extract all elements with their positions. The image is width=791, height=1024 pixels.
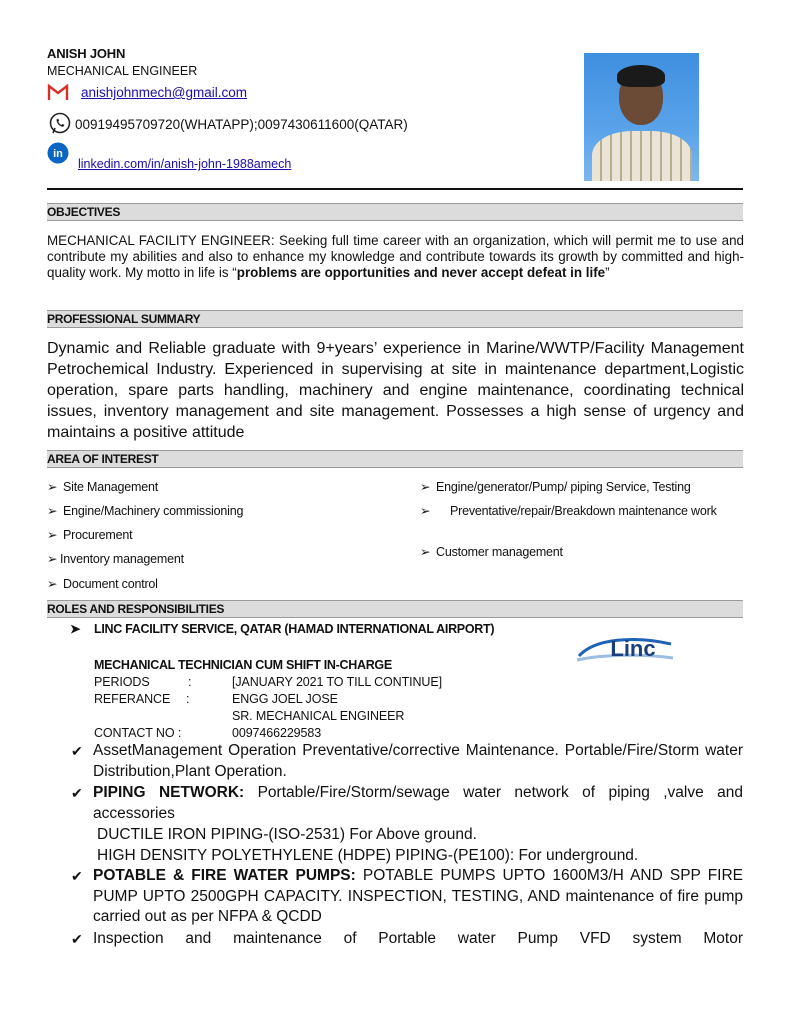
objectives-heading: OBJECTIVES: [47, 203, 743, 221]
reference-label: REFERANCE: [94, 692, 171, 706]
summary-heading: PROFESSIONAL SUMMARY: [47, 310, 743, 328]
periods-value: [JANUARY 2021 TO TILL CONTINUE]: [232, 675, 442, 689]
email-row: [47, 84, 247, 101]
piping-line: HIGH DENSITY POLYETHYLENE (HDPE) PIPING-(PE100): For underground.: [97, 847, 639, 864]
header-divider: [47, 188, 743, 190]
objectives-text: MECHANICAL FACILITY ENGINEER: Seeking full time career with an organization, which will permit me to use and contribute my abilities and also to enhance my knowledge and contribute towards its growth by committed and high-quality work. My motto in life is “problems are opportunities and never accept defeat in life”: [47, 233, 744, 280]
periods-colon: :: [188, 675, 192, 689]
svg-text:in: in: [53, 148, 63, 160]
responsibility-item: ✔ Inspection and maintenance of Portable water Pump VFD system Motor: [93, 929, 743, 950]
email-link[interactable]: anishjohnmech@gmail.com: [81, 85, 248, 100]
phone-text: 00919495709720(WHATAPP);0097430611600(QATAR): [75, 116, 408, 132]
linkedin-row: [47, 143, 291, 171]
linkedin-icon: [47, 142, 69, 164]
check-icon: ✔: [71, 743, 83, 759]
interest-item: ➢ Engine/Machinery commissioning: [47, 504, 244, 518]
candidate-role: MECHANICAL ENGINEER: [47, 64, 198, 78]
svg-text:Linc: Linc: [610, 636, 656, 661]
motto: problems are opportunities and never accept defeat in life: [236, 265, 606, 280]
phone-row: [47, 112, 408, 136]
interest-item: ➢ Engine/generator/Pump/ piping Service, Testing: [420, 480, 691, 494]
profile-photo: [584, 53, 699, 181]
contact-label: CONTACT NO :: [94, 726, 182, 740]
interest-item: ➢ Procurement: [47, 528, 133, 542]
periods-label: PERIODS: [94, 675, 150, 689]
reference-name: ENGG JOEL JOSE: [232, 692, 338, 706]
whatsapp-icon: [47, 112, 73, 136]
position-title: MECHANICAL TECHNICIAN CUM SHIFT IN-CHARGE: [94, 658, 392, 672]
contact-value: 0097466229583: [232, 726, 322, 740]
gmail-icon: [47, 84, 69, 101]
linkedin-link[interactable]: linkedin.com/in/anish-john-1988amech: [78, 157, 292, 171]
responsibility-item: ✔ AssetManagement Operation Preventative/corrective Maintenance. Portable/Fire/Storm water Distribution,Plant Operation.: [71, 742, 743, 780]
responsibility-item: ✔ POTABLE & FIRE WATER PUMPS: POTABLE PUMPS UPTO 1600M3/H AND SPP FIRE PUMP UPTO 2500GPH CAPACITY. INSPECTION, TESTING, AND maintenance of fire pump carried out as per NFPA & QCDD: [71, 867, 743, 925]
interest-item: ➢ Site Management: [47, 480, 158, 494]
summary-text: Dynamic and Reliable graduate with 9+years’ experience in Marine/WWTP/Facility Management Petrochemical Industry. Experienced in supervising at site in maintenance department,Logistic operation, spare parts handling, machinery and engine maintenance, coordinating technical issues, inventory management and site management. Possesses a high sense of urgency and maintains a positive attitude: [47, 340, 744, 441]
check-icon: ✔: [71, 785, 83, 801]
interest-item: ➢ Preventative/repair/Breakdown maintenance work: [420, 504, 717, 518]
piping-line: DUCTILE IRON PIPING-(ISO-2531) For Above ground.: [97, 826, 477, 843]
reference-title: SR. MECHANICAL ENGINEER: [232, 709, 405, 723]
candidate-name: ANISH JOHN: [47, 46, 126, 61]
interest-item: ➢ Inventory management: [47, 552, 184, 566]
linc-logo: [575, 632, 675, 670]
responsibility-item: ✔ PIPING NETWORK: Portable/Fire/Storm/sewage water network of piping ,valve and accessories: [71, 784, 743, 822]
reference-colon: :: [186, 692, 190, 706]
interest-heading: AREA OF INTEREST: [47, 450, 743, 468]
check-icon: ✔: [71, 931, 83, 947]
check-icon: ✔: [71, 868, 83, 884]
interest-item: ➢ Document control: [47, 577, 158, 591]
roles-heading: ROLES AND RESPONSIBILITIES: [47, 600, 743, 618]
interest-item: ➢ Customer management: [420, 545, 563, 559]
company-name: ➤ LINC FACILITY SERVICE, QATAR (HAMAD INTERNATIONAL AIRPORT): [70, 622, 495, 636]
